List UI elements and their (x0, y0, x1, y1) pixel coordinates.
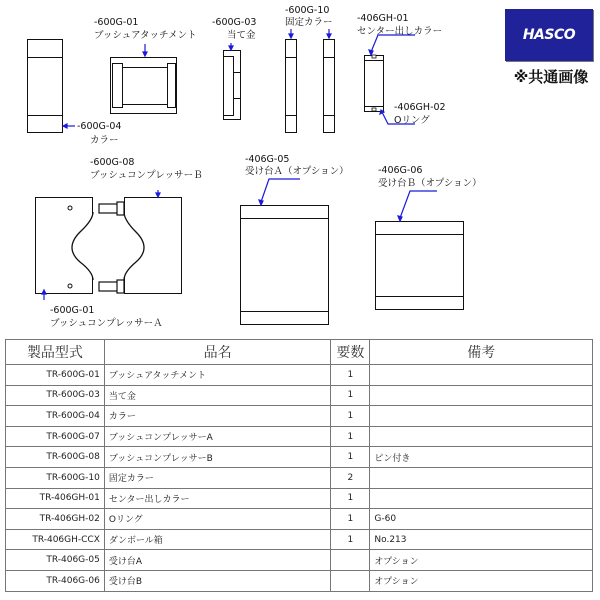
cell-note (370, 488, 593, 509)
cell-qty: 1 (331, 365, 370, 386)
callout-406g-05-code: -406G-05 (245, 154, 290, 165)
cell-model: TR-600G-10 (6, 467, 105, 488)
callout-600g-08-code: -600G-08 (90, 157, 135, 168)
cell-model: TR-406GH-01 (6, 488, 105, 509)
cell-note: オプション (370, 570, 593, 591)
callout-406g-06-name: 受け台Ｂ（オプション） (378, 178, 482, 189)
callout-406gh-01-name: センター出しカラー (357, 26, 443, 37)
cell-qty: 1 (331, 447, 370, 468)
callout-600g-01-compressor-code: -600G-01 (50, 305, 95, 316)
cell-name: カラー (104, 406, 331, 427)
cell-name: ダンボール箱 (104, 529, 331, 550)
callout-406g-05-name: 受け台Ａ（オプション） (245, 166, 349, 177)
cell-qty: 1 (331, 488, 370, 509)
table-row (6, 385, 593, 406)
callout-600g-04-name: カラー (90, 135, 119, 146)
cell-note (370, 365, 593, 386)
cell-qty: 1 (331, 426, 370, 447)
cell-name: Oリング (104, 509, 331, 530)
table-row (6, 426, 593, 447)
cell-note: No.213 (370, 529, 593, 550)
callout-600g-10-name: 固定カラー (285, 17, 333, 28)
cell-note (370, 467, 593, 488)
table-row (6, 570, 593, 591)
header-model: 製品型式 (6, 340, 105, 365)
cell-note: ピン付き (370, 447, 593, 468)
callout-406gh-01-code: -406GH-01 (357, 13, 409, 24)
callout-600g-10-code: -600G-10 (285, 5, 330, 16)
cell-name: ブッシュコンプレッサーB (104, 447, 331, 468)
cell-name: 受け台B (104, 570, 331, 591)
header-note: 備考 (370, 340, 593, 365)
table-row (6, 365, 593, 386)
table-row (6, 550, 593, 571)
cell-qty: 2 (331, 467, 370, 488)
cell-model: TR-406GH-02 (6, 509, 105, 530)
cell-name: センター出しカラー (104, 488, 331, 509)
cell-model: TR-600G-08 (6, 447, 105, 468)
cell-model: TR-406G-06 (6, 570, 105, 591)
cell-note (370, 426, 593, 447)
hasco-logo (505, 9, 593, 61)
cell-note (370, 406, 593, 427)
table-row (6, 447, 593, 468)
table-header-row (6, 340, 593, 365)
cell-name: 固定カラー (104, 467, 331, 488)
callout-600g-01-name: ブッシュアタッチメント (94, 30, 197, 41)
table-row (6, 529, 593, 550)
callout-600g-03-name: 当て金 (227, 30, 256, 41)
callout-600g-01-compressor-name: ブッシュコンプレッサーＡ (50, 318, 163, 329)
callout-600g-03-code: -600G-03 (212, 17, 257, 28)
cell-model: TR-600G-07 (6, 426, 105, 447)
cell-name: ブッシュアタッチメント (104, 365, 331, 386)
header-name: 品名 (104, 340, 331, 365)
table-row (6, 509, 593, 530)
cell-qty (331, 570, 370, 591)
cell-model: TR-600G-03 (6, 385, 105, 406)
cell-qty: 1 (331, 509, 370, 530)
common-image-note: ※共通画像 (513, 68, 589, 86)
header-qty: 要数 (331, 340, 370, 365)
cell-qty: 1 (331, 529, 370, 550)
parts-table (5, 339, 593, 592)
cell-qty: 1 (331, 385, 370, 406)
cell-model: TR-406G-05 (6, 550, 105, 571)
callout-600g-01-code: -600G-01 (94, 17, 139, 28)
table-row (6, 406, 593, 427)
cell-name: 受け台A (104, 550, 331, 571)
table-row (6, 467, 593, 488)
cell-name: ブッシュコンプレッサーA (104, 426, 331, 447)
cell-note: G-60 (370, 509, 593, 530)
cell-note (370, 385, 593, 406)
hasco-logo-text: HASCO (522, 27, 576, 43)
cell-model: TR-600G-04 (6, 406, 105, 427)
cell-model: TR-406GH-CCX (6, 529, 105, 550)
callout-600g-08-name: ブッシュコンプレッサーＢ (90, 170, 203, 181)
callout-600g-04-code: -600G-04 (77, 121, 122, 132)
cell-note: オプション (370, 550, 593, 571)
callout-406gh-02-code: -406GH-02 (394, 102, 446, 113)
table-row (6, 488, 593, 509)
callout-406gh-02-name: Oリング (394, 115, 430, 126)
cell-name: 当て金 (104, 385, 331, 406)
cell-qty (331, 550, 370, 571)
cell-qty: 1 (331, 406, 370, 427)
cell-model: TR-600G-01 (6, 365, 105, 386)
callout-406g-06-code: -406G-06 (378, 165, 423, 176)
